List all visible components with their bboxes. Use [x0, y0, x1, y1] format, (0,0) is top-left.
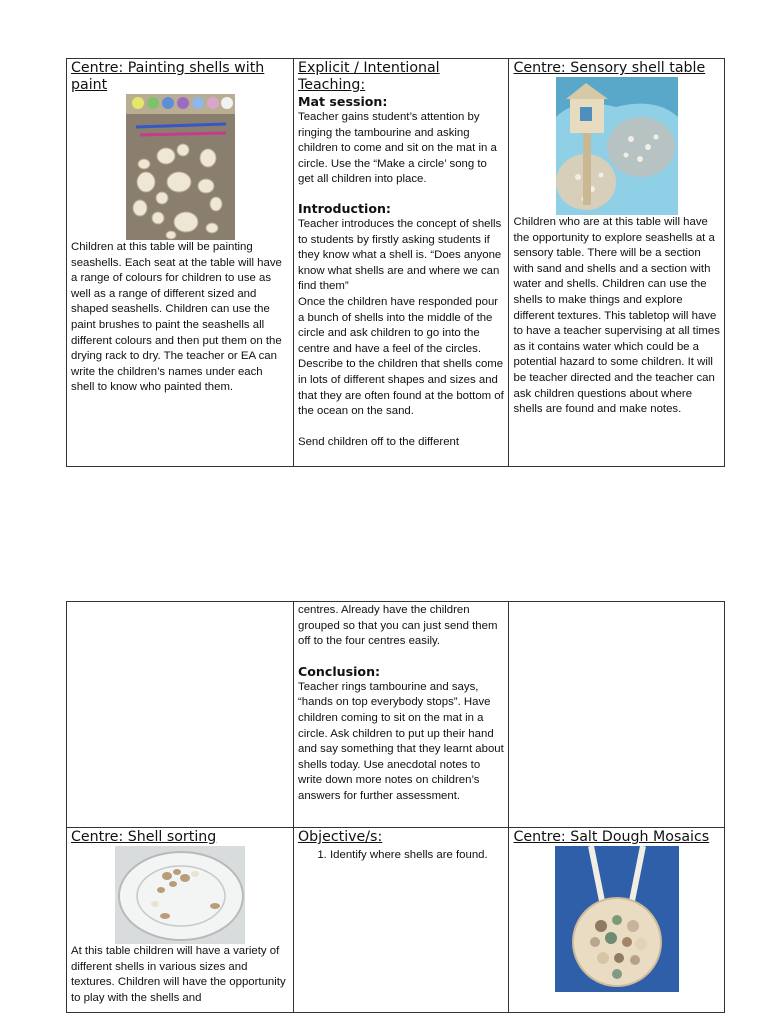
teaching-title: Explicit / Intentional Teaching: — [298, 60, 440, 93]
lesson-table-page2 — [66, 601, 725, 1013]
shell-sorting-description: At this table children will have a variety of different shells in various sizes and textures. Children will have the opportunity to play with the shells and — [71, 945, 286, 1004]
objectives-title: Objective/s: — [298, 829, 383, 845]
painting-centre-description: Children at this table will be painting seashells. Each seat at the table will have a range of colours for children to use as well as a range of different sized and shaped seashells. Children can use the paint brushes to paint the seashells all different colours and then put them on the drying rack to dry. The teacher or EA can write the children’s names under each shell to know who painted them. — [71, 241, 282, 394]
conclusion-text: Teacher rings tambourine and says, “hands on top everybody stops”. Have children coming to sit on the mat in a circle. Ask children to put up their hand and say something that they learnt about shells today. Use anecdotal notes to write down more notes on children’s answers for further assessment. — [298, 680, 504, 802]
sensory-centre-title: Centre: Sensory shell table — [513, 60, 706, 76]
objectives-list — [298, 848, 504, 864]
shell-sorting-photo — [115, 846, 245, 944]
introduction-heading: Introduction: — [298, 200, 391, 216]
introduction-paragraph-3: Describe to the children that shells come in lots of different shapes and sizes and that they are often found at the bottom of the ocean on the sand. — [298, 358, 504, 418]
sensory-centre-description: Children who are at this table will have the opportunity to explore seashells at a sensory table. There will be a section with sand and shells and a section with water and shells. Children can use the shells to make things and explore different textures. This tabletop will have to have a teacher supervising at all times as it contains water which could be a potential hazard to some children. It will be teacher directed and the teacher can ask children questions about where shells are found and make notes. — [513, 216, 720, 416]
introduction-paragraph-4: Send children off to the different — [298, 435, 460, 448]
shell-sorting-title: Centre: Shell sorting — [71, 829, 217, 845]
empty-cell-left — [67, 602, 294, 828]
teaching-continued-text: centres. Already have the children grouped so that you can just send them off to the four centres easily. — [298, 604, 498, 648]
introduction-paragraph-1: Teacher introduces the concept of shells to students by firstly asking students if they know what a shell is. “Does anyone know what shells are and where we can find them” — [298, 217, 502, 293]
introduction-paragraph-2: Once the children have responded pour a bunch of shells into the middle of the circle and ask children to go into the centre and have a feel of the circles. — [298, 295, 499, 355]
empty-cell-right — [509, 602, 725, 828]
mat-session-text: Teacher gains student’s attention by ringing the tambourine and asking children to come and sit on the mat in a circle. Use the “Make a circle’ song to get all children into place. — [298, 111, 497, 186]
objectives-cell — [294, 828, 509, 1013]
salt-dough-mosaic-photo — [555, 846, 679, 992]
mat-session-heading: Mat session: — [298, 94, 388, 109]
sensory-table-photo — [556, 77, 678, 215]
painting-shells-photo — [126, 94, 235, 240]
objective-item: 1. Identify where shells are found. — [330, 848, 504, 864]
teaching-cell — [294, 59, 509, 467]
painting-centre-title: Centre: Painting shells with paint — [71, 60, 265, 93]
lesson-table-page1 — [66, 58, 725, 467]
teaching-continued-cell — [294, 602, 509, 828]
sensory-centre-cell — [509, 59, 725, 467]
conclusion-heading: Conclusion: — [298, 663, 381, 679]
salt-dough-cell — [509, 828, 725, 1013]
salt-dough-title: Centre: Salt Dough Mosaics — [513, 829, 710, 845]
painting-centre-cell — [67, 59, 294, 467]
shell-sorting-cell — [67, 828, 294, 1013]
